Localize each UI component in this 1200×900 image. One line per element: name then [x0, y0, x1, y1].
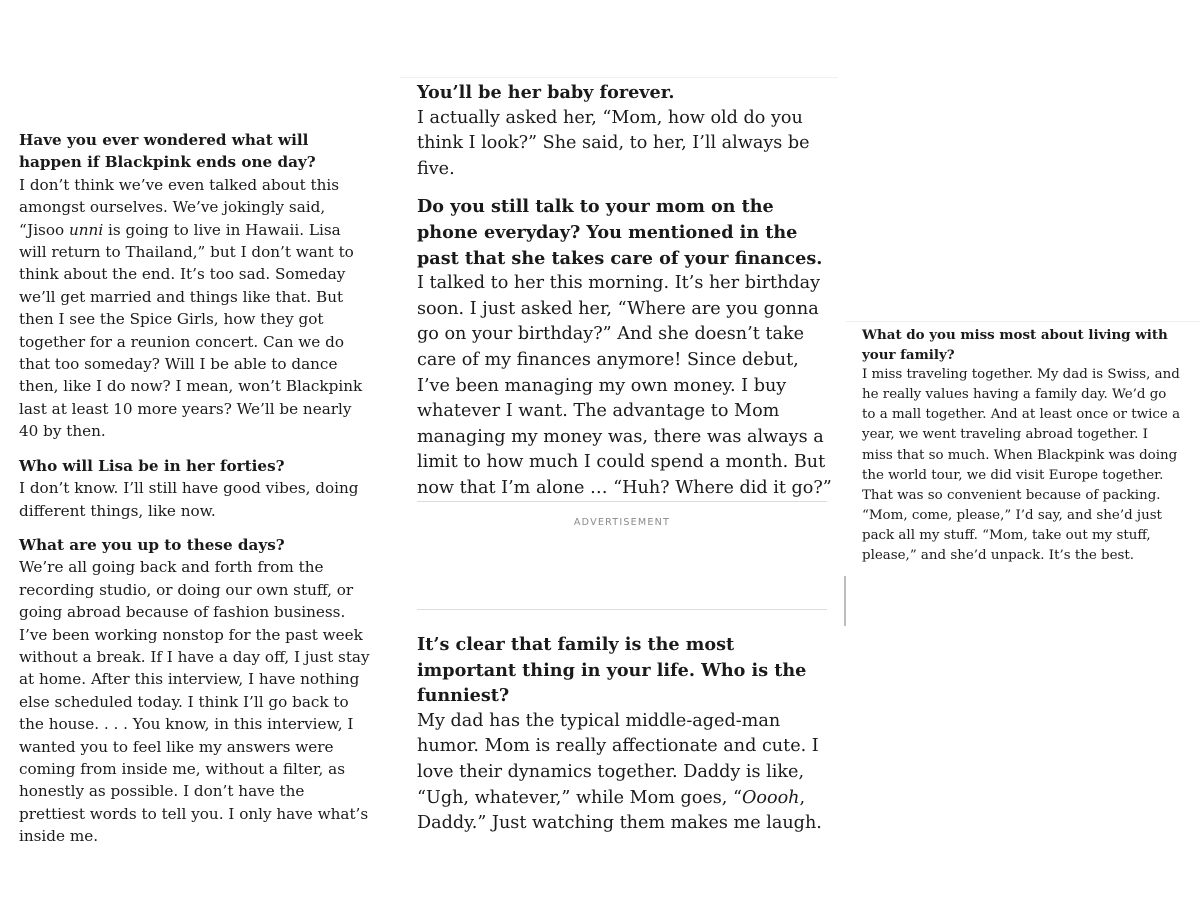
answer-text: is going to live in Hawaii. Lisa will return to Thailand,” but I don’t want to think about the end. It’s too sad. Someday we’ll get married and things like that. But then I see the Spice Girls, how they got together for a reunion concert. Can we do that too someday? Will I be able to dance then, like I do now? I mean, won’t Blackpink last at least 10 more years? We’ll be nearly 40 by then.: [19, 220, 363, 441]
answer-emphasis: unni: [68, 220, 104, 239]
interview-question: What do you miss most about living with your family?: [862, 327, 1168, 364]
right-article-column: [862, 325, 1182, 566]
interview-question: What are you up to these days?: [19, 535, 285, 554]
interview-answer: We’re all going back and forth from the recording studio, or doing our own stuff, or going abroad because of fashion business. I’ve been working nonstop for the past week without a break. If I have a day off, I just stay at home. After this interview, I have nothing else scheduled today. I think I’ll go back to the house. . . . You know, in this interview, I wanted you to feel like my answers were coming from inside me, without a filter, as honestly as possible. I don’t have the prettiest words to tell you. I only have what’s inside me.: [19, 558, 370, 846]
advertisement-slot: [417, 501, 827, 610]
answer-emphasis: Ooooh: [741, 787, 800, 808]
interview-answer: [417, 709, 837, 837]
divider: [417, 609, 827, 610]
qa-block: [417, 632, 837, 837]
interview-answer: I miss traveling together. My dad is Swiss, and he really values having a family day. We’d go to a mall together. And at least once or twice a year, we went traveling abroad together. I miss that so much. When Blackpink was doing the world tour, we did visit Europe together. That was so convenient because of packing. “Mom, come, please,” I’d say, and she’d just pack all my stuff. “Mom, take out my stuff, please,” and she’d unpack. It’s the best.: [862, 367, 1181, 564]
answer-text: I don’t think we’ve even talked about this amongst ourselves. We’ve jokingly said, “Jisoo: [19, 175, 340, 239]
middle-article-column: [417, 80, 837, 502]
divider: [417, 501, 827, 502]
interview-answer: I actually asked her, “Mom, how old do you think I look?” She said, to her, I’ll always be five.: [417, 107, 810, 179]
qa-block: [417, 194, 837, 501]
divider: [846, 321, 1200, 322]
answer-text: My dad has the typical middle-aged-man humor. Mom is really affectionate and cute. I love their dynamics together. Daddy is like, “Ugh, whatever,” while Mom goes, “: [417, 710, 819, 808]
advertisement-label: ADVERTISEMENT: [573, 517, 671, 528]
qa-block: [417, 80, 837, 182]
qa-block: [862, 325, 1182, 566]
interview-question: It’s clear that family is the most important thing in your life. Who is the funniest?: [417, 634, 807, 707]
interview-answer: I don’t know. I’ll still have good vibes, doing different things, like now.: [19, 479, 359, 520]
interview-question: Do you still talk to your mom on the phone everyday? You mentioned in the past that she takes care of your finances.: [417, 196, 823, 269]
answer-text: , Daddy.” Just watching them makes me laugh.: [417, 787, 822, 834]
qa-block: [19, 129, 371, 443]
divider: [400, 77, 838, 78]
interview-answer: [19, 174, 371, 443]
qa-block: [19, 534, 371, 848]
left-article-column: [19, 129, 371, 848]
interview-answer: I talked to her this morning. It’s her birthday soon. I just asked her, “Where are you gonna go on your birthday?” And she doesn’t take care of my finances anymore! Since debut, I’ve been managing my own money. I buy whatever I want. The advantage to Mom managing my money was, there was always a limit to how much I could spend a month. But now that I’m alone … “Huh? Where did it go?”: [417, 273, 832, 498]
qa-block: [19, 455, 371, 522]
interview-question: Have you ever wondered what will happen if Blackpink ends one day?: [19, 131, 316, 172]
interview-question: Who will Lisa be in her forties?: [19, 456, 285, 475]
scrollbar-thumb[interactable]: [844, 576, 846, 626]
interview-question: You’ll be her baby forever.: [417, 82, 675, 103]
